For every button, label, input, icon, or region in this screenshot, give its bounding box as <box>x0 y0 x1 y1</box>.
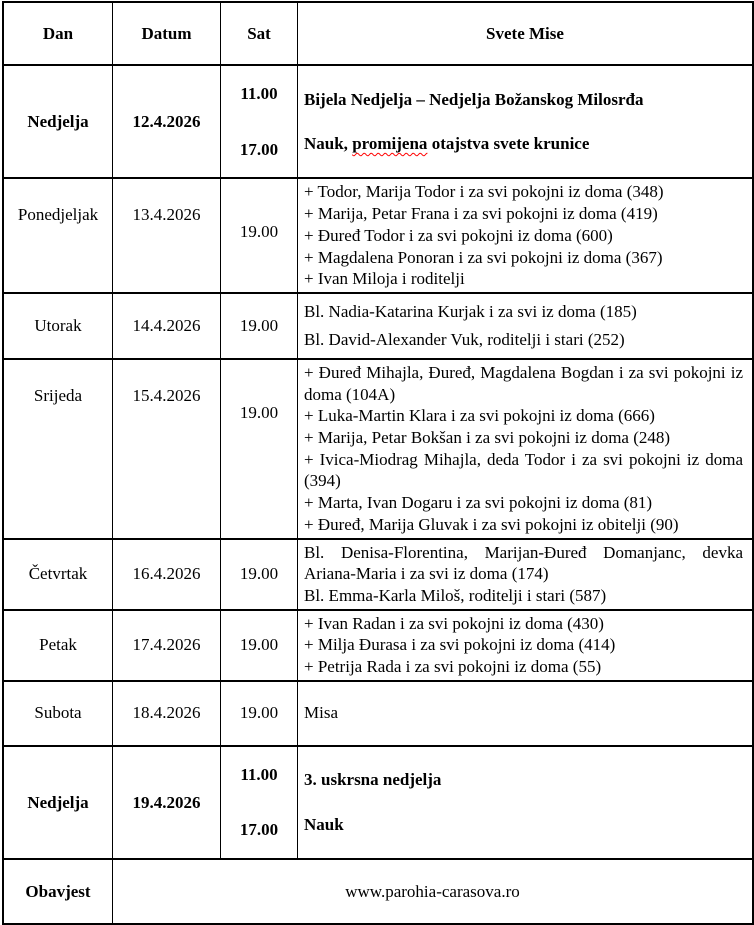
mass-entry: + Todor, Marija Todor i za svi pokojni iz doma (348) <box>304 182 664 202</box>
time-cell <box>221 747 298 858</box>
date-cell: 17.4.2026 <box>113 611 221 680</box>
day-cell: Ponedjeljak <box>4 179 113 292</box>
time-entry: 19.00 <box>239 703 279 723</box>
date-cell: 19.4.2026 <box>113 747 221 858</box>
mass-entry: + Đuređ Mihajla, Đuređ, Magdalena Bogdan i za svi pokojni iz doma (104A) <box>304 362 743 404</box>
mass-entry: Bl. Emma-Karla Miloš, roditelji i stari (587) <box>304 585 607 605</box>
day-cell: Subota <box>4 682 113 745</box>
mass-entry: + Petrija Rada i za svi pokojni iz doma (55) <box>304 657 602 677</box>
table-row-subota <box>4 682 752 747</box>
mass-entry: + Đuređ, Marija Gluvak i za svi pokojni iz obitelji (90) <box>304 514 679 534</box>
mass-entry: 3. uskrsna nedjelja <box>304 770 442 790</box>
mass-entry: + Marija, Petar Bokšan i za svi pokojni iz doma (248) <box>304 428 671 448</box>
mass-entry: + Ivan Radan i za svi pokojni iz doma (430) <box>304 613 604 633</box>
time-entry: 19.00 <box>239 635 279 655</box>
day-cell: Četvrtak <box>4 540 113 609</box>
time-cell <box>221 294 298 358</box>
table-row-obavjest <box>4 860 752 923</box>
mass-cell <box>298 179 752 292</box>
mass-entry: + Ivica-Miodrag Mihajla, deda Todor i za svi pokojni iz doma (394) <box>304 449 743 491</box>
time-entry: 11.00 <box>240 764 278 784</box>
day-cell: Utorak <box>4 294 113 358</box>
mass-entry: + Đuređ Todor i za svi pokojni iz doma (600) <box>304 225 613 245</box>
mass-entry: + Magdalena Ponoran i za svi pokojni iz doma (367) <box>304 247 663 267</box>
misspelled-word: promijena <box>352 134 428 154</box>
mass-entry: + Milja Đurasa i za svi pokojni iz doma (414) <box>304 635 616 655</box>
mass-entry: Bijela Nedjelja – Nedjelja Božanskog Milosrđa <box>304 89 644 109</box>
mass-entry: + Marta, Ivan Dogaru i za svi pokojni iz doma (81) <box>304 493 653 513</box>
mass-entry: Nauk <box>304 814 344 834</box>
mass-cell <box>298 360 752 538</box>
table-row-srijeda <box>4 360 752 540</box>
website-cell: www.parohia-carasova.ro <box>345 881 520 901</box>
time-cell <box>221 179 298 292</box>
time-entry: 19.00 <box>239 222 279 242</box>
mass-entry: Bl. David-Alexander Vuk, roditelji i stari (252) <box>304 330 625 350</box>
column-header-datum: Datum <box>113 3 221 64</box>
mass-cell <box>298 294 752 358</box>
day-cell: Petak <box>4 611 113 680</box>
date-cell: 18.4.2026 <box>113 682 221 745</box>
mass-entry <box>304 133 743 155</box>
time-entry: 11.00 <box>240 84 278 103</box>
table-row-cetvrtak <box>4 540 752 611</box>
notice-label-cell: Obavjest <box>4 860 113 923</box>
time-entry: 19.00 <box>239 402 279 422</box>
mass-entry: + Marija, Petar Frana i za svi pokojni iz doma (419) <box>304 204 658 224</box>
mass-cell <box>298 682 752 745</box>
table-header-row <box>4 3 752 66</box>
mass-entry: + Ivan Miloja i roditelji <box>304 269 465 289</box>
column-header-svete-mise: Svete Mise <box>486 23 564 43</box>
mass-entry: Bl. Denisa-Florentina, Marijan-Đuređ Domanjanc, devka Ariana-Maria i za svi iz doma (174) <box>304 542 743 584</box>
time-cell <box>221 540 298 609</box>
table-row-nedjelja-19-4 <box>4 747 752 860</box>
table-row-petak <box>4 611 752 682</box>
mass-cell <box>298 66 752 177</box>
mass-entry: Bl. Nadia-Katarina Kurjak i za svi iz doma (185) <box>304 301 637 321</box>
mass-schedule-table <box>2 1 754 925</box>
date-cell: 14.4.2026 <box>113 294 221 358</box>
column-header-sat: Sat <box>221 3 298 64</box>
time-cell <box>221 682 298 745</box>
time-cell <box>221 360 298 538</box>
date-cell: 16.4.2026 <box>113 540 221 609</box>
table-row-utorak <box>4 294 752 360</box>
day-cell: Nedjelja <box>4 66 113 177</box>
time-entry: 17.00 <box>239 820 279 840</box>
text-segment: Nauk, <box>304 134 353 154</box>
time-entry: 17.00 <box>239 139 279 159</box>
mass-cell <box>298 747 752 858</box>
table-row-ponedjeljak <box>4 179 752 294</box>
time-cell <box>221 611 298 680</box>
day-cell: Nedjelja <box>4 747 113 858</box>
table-row-nedjelja-12-4 <box>4 66 752 179</box>
time-entry: 19.00 <box>239 316 279 336</box>
mass-entry: + Luka-Martin Klara i za svi pokojni iz doma (666) <box>304 406 655 426</box>
column-header-dan: Dan <box>4 3 113 64</box>
date-cell: 13.4.2026 <box>113 179 221 292</box>
mass-cell <box>298 611 752 680</box>
mass-entry: Misa <box>304 703 338 723</box>
date-cell: 15.4.2026 <box>113 360 221 538</box>
text-segment: otajstva svete krunice <box>427 134 590 154</box>
time-cell <box>221 66 298 177</box>
day-cell: Srijeda <box>4 360 113 538</box>
date-cell: 12.4.2026 <box>113 66 221 177</box>
mass-cell <box>298 540 752 609</box>
time-entry: 19.00 <box>239 564 279 584</box>
